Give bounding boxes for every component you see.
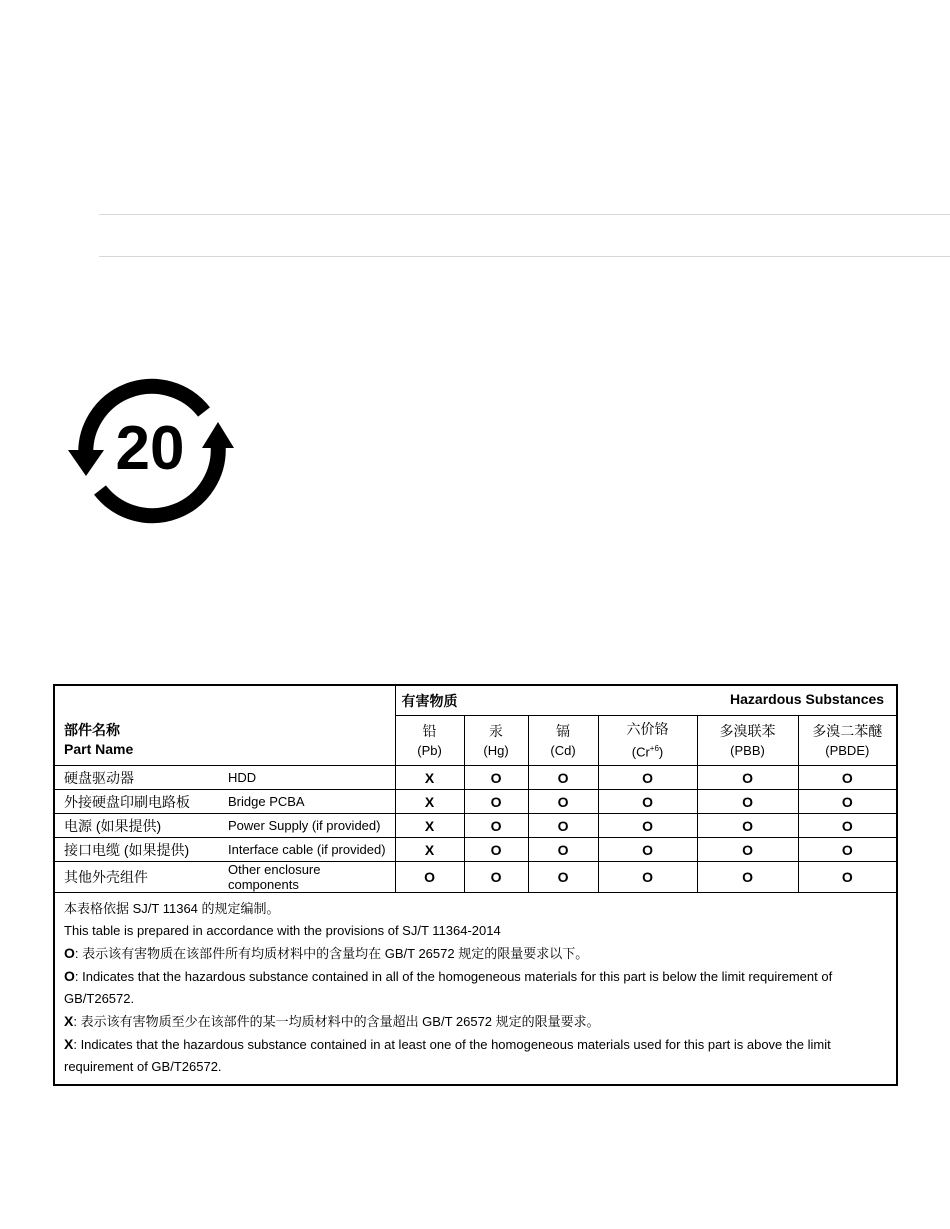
divider-top <box>99 214 950 215</box>
hazard-cn: 有害物质 <box>401 692 458 709</box>
substance-mercury: 汞 (Hg) <box>464 716 528 766</box>
note-o-cn: O: 表示该有害物质在该部件所有均质材料中的含量均在 GB/T 26572 规定的限量要求以下。 <box>64 945 589 961</box>
hazardous-substances-table <box>53 684 898 1086</box>
substance-pbb: 多溴联苯 (PBB) <box>697 716 798 766</box>
logo-number: 20 <box>115 414 185 483</box>
part-name-header <box>54 685 395 766</box>
table-row: 电源 (如果提供) Power Supply (if provided) X O O O O O <box>54 814 897 838</box>
table-row: 接口电缆 (如果提供) Interface cable (if provided) X O O O O O <box>54 838 897 862</box>
substance-cadmium: 镉 (Cd) <box>528 716 598 766</box>
divider-bottom <box>99 256 950 257</box>
hazardous-substances-header <box>395 685 897 716</box>
part-name-en: Part Name <box>64 741 134 757</box>
table-row: 其他外壳组件 Other enclosure components O O O O O O <box>54 862 897 893</box>
table-row: 硬盘驱动器 HDD X O O O O O <box>54 766 897 790</box>
table-row: 外接硬盘印刷电路板 Bridge PCBA X O O O O O <box>54 790 897 814</box>
part-name-cn: 部件名称 <box>64 722 120 738</box>
note-o-en: O: Indicates that the hazardous substance contained in all of the homogeneous materials for this part is below the limit requirement of GB/T26572. <box>64 968 833 1006</box>
note-x-en: X: Indicates that the hazardous substance contained in at least one of the homogeneous materials used for this part is above the limit requirement of GB/T26572. <box>64 1036 831 1074</box>
note-x-cn: X: 表示该有害物质至少在该部件的某一均质材料中的含量超出 GB/T 26572 规定的限量要求。 <box>64 1013 600 1029</box>
note-standard-cn: 本表格依据 SJ/T 11364 的规定编制。 <box>64 901 280 916</box>
efup-20-year-recycling-icon <box>64 372 240 524</box>
table-notes <box>54 893 897 1086</box>
note-standard-en: This table is prepared in accordance with the provisions of SJ/T 11364-2014 <box>64 923 501 938</box>
substance-pbde: 多溴二苯醚 (PBDE) <box>798 716 897 766</box>
hazard-en: Hazardous Substances <box>730 690 885 707</box>
substance-chromium: 六价铬 $(Cr^{+6})$ <box>598 716 697 766</box>
substance-lead: 铅 (Pb) <box>395 716 464 766</box>
